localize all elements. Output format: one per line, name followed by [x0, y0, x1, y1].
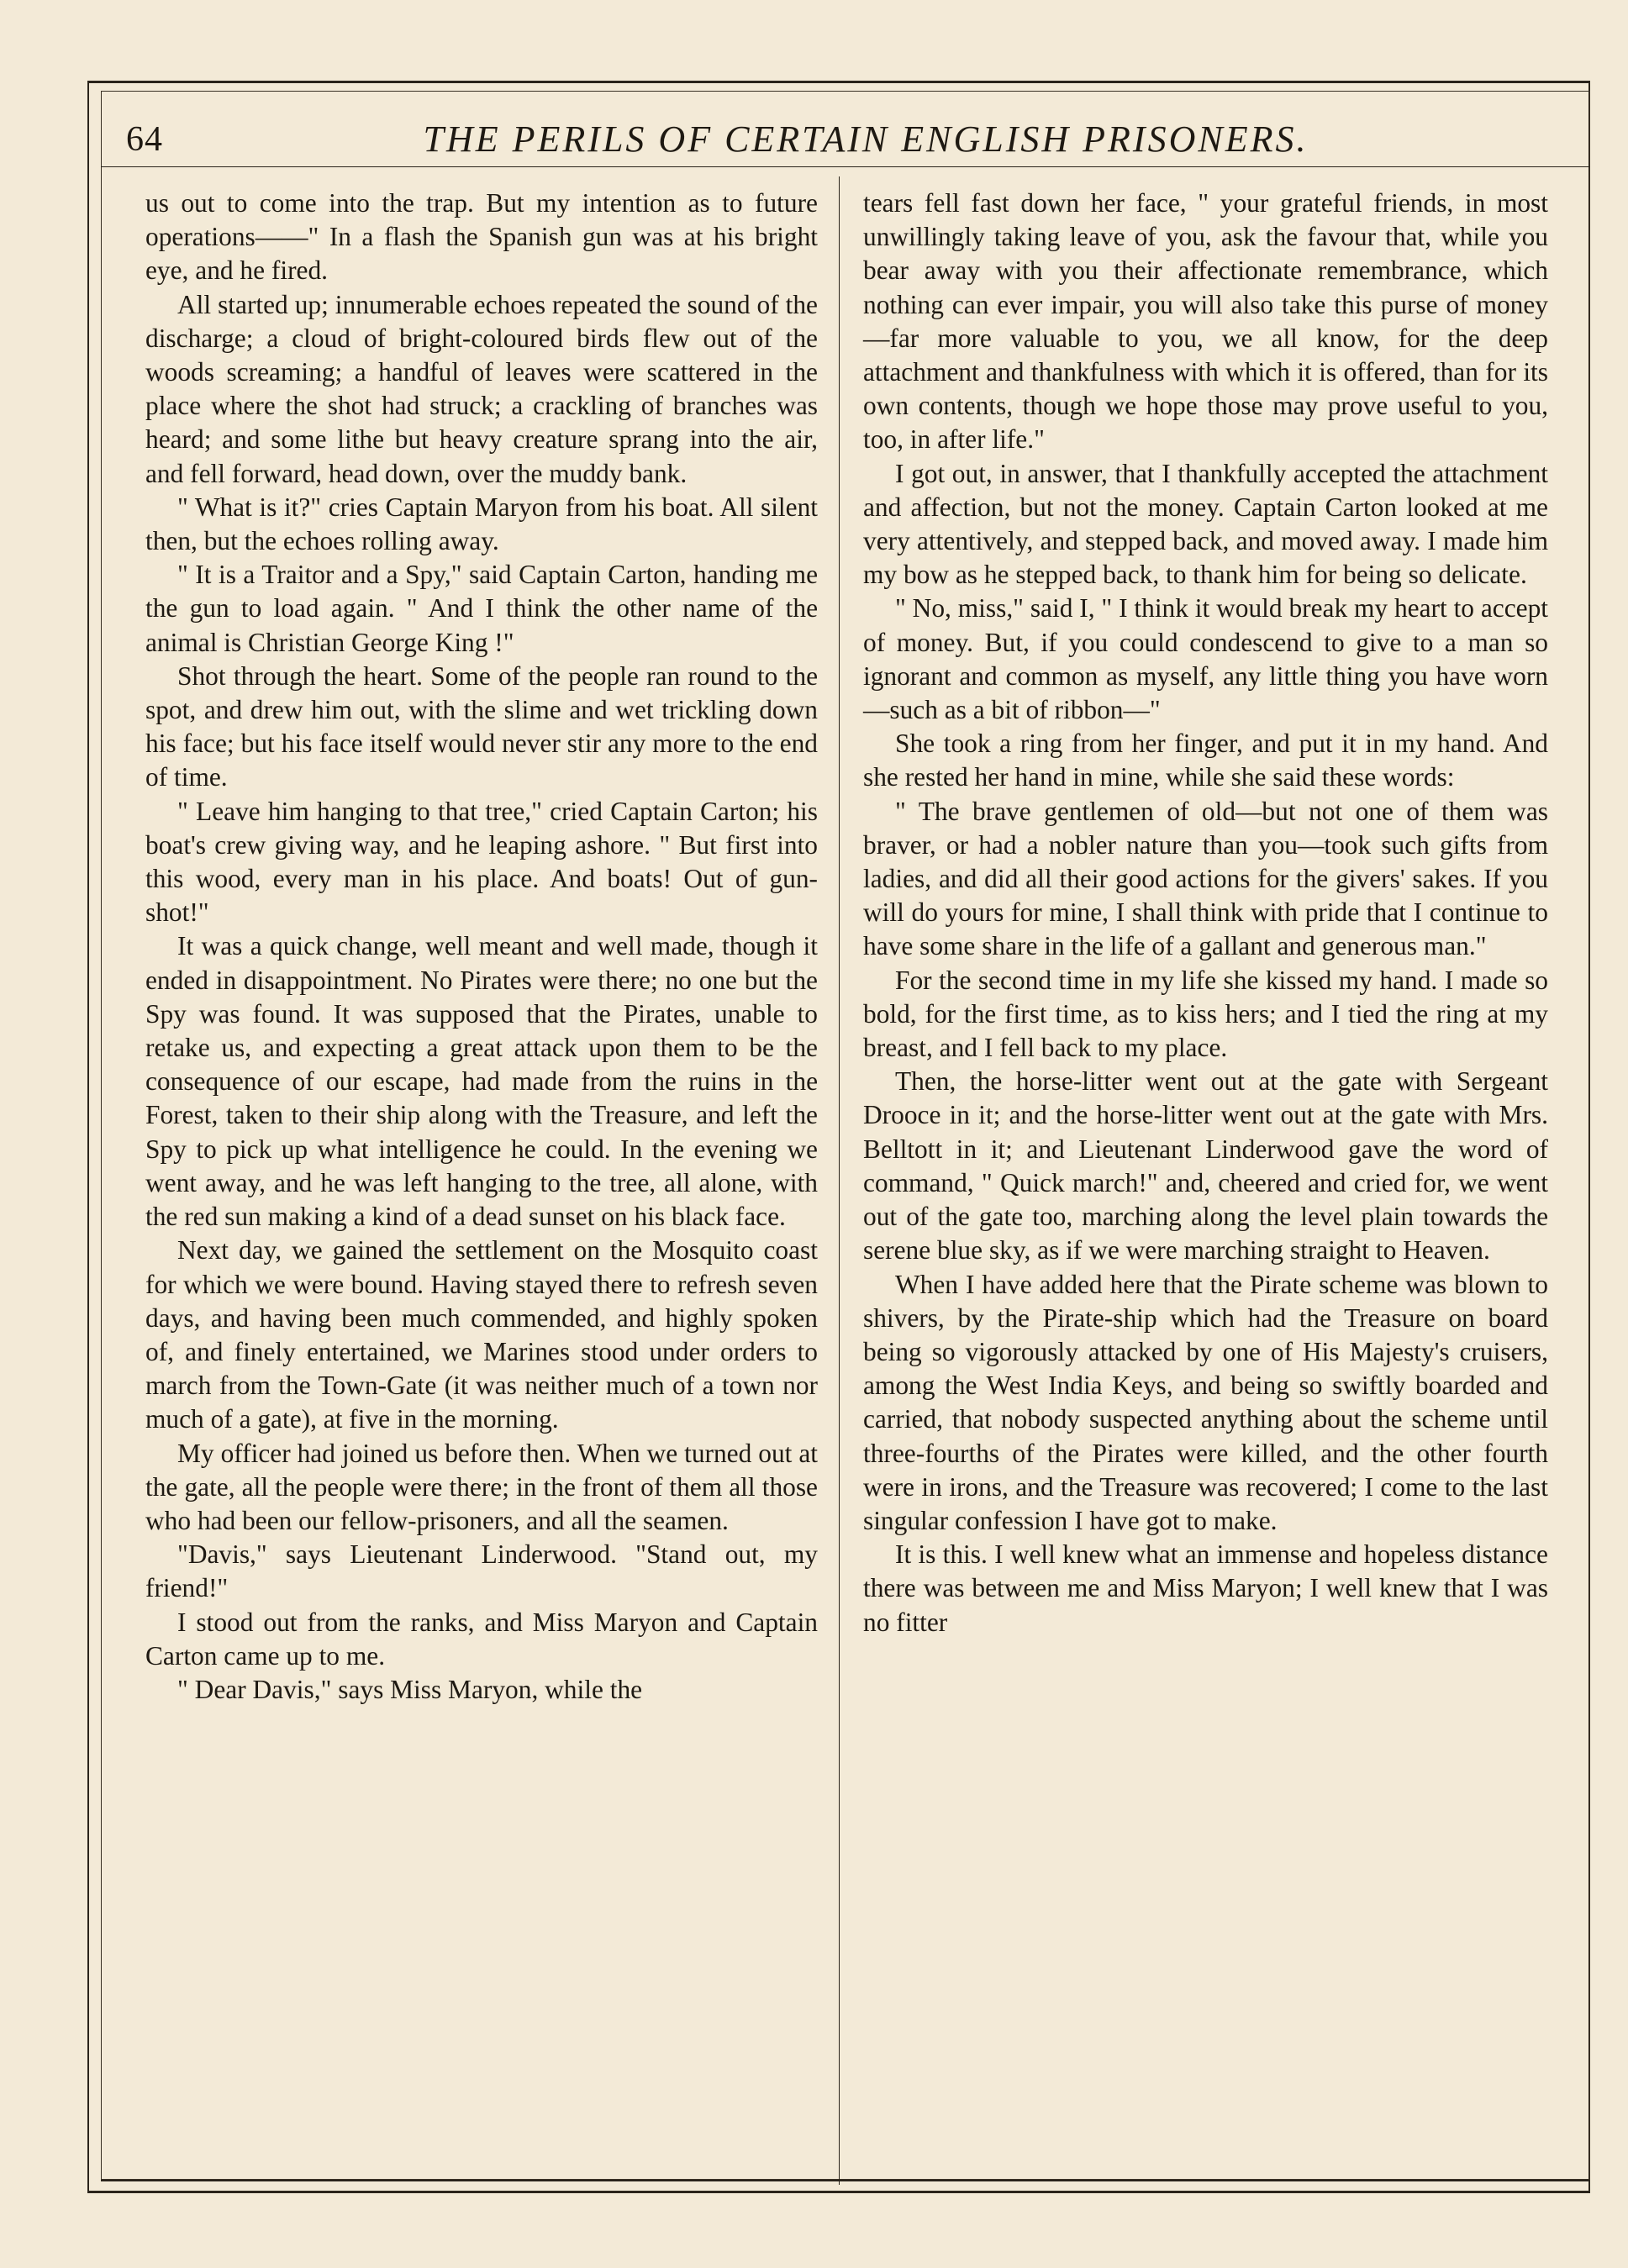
bottom-rule	[101, 2180, 1590, 2181]
paragraph: For the second time in my life she kissed my hand. I made so bold, for the first time, as to kiss hers; and I tied the ring at my breast, and I fell back to my place.	[863, 965, 1548, 1063]
page-number: 64	[126, 120, 163, 159]
paragraph: Shot through the heart. Some of the people ran round to the spot, and drew him out, with the slime and wet trickling down his face; but his face itself would never stir any more to the end of time.	[145, 660, 818, 792]
paragraph: Then, the horse-litter went out at the gate with Sergeant Drooce in it; and the horse-litter went out at the gate with Mrs. Belltott in it; and Lieutenant Linderwood gave the word of command, " Quick march!" and, cheered and cried for, we went out of the gate too, marching along the level plain towards the serene blue sky, as if we were marching straight to Heaven.	[863, 1066, 1548, 1266]
paragraph: "Davis," says Lieutenant Linderwood. "Stand out, my friend!"	[145, 1539, 818, 1603]
header-rule	[101, 166, 1590, 167]
running-title: THE PERILS OF CERTAIN ENGLISH PRISONERS.	[423, 118, 1309, 160]
paragraph: " What is it?" cries Captain Maryon from his boat. All silent then, but the echoes rolling away.	[145, 492, 818, 556]
paragraph: All started up; innumerable echoes repeated the sound of the discharge; a cloud of bright-coloured birds flew out of the woods screaming; a handful of leaves were scattered in the place where the shot had struck; a crackling of branches was heard; and some lithe but heavy creature sprang into the air, and fell forward, head down, over the muddy bank.	[145, 289, 818, 488]
paragraph: It was a quick change, well meant and well made, though it ended in disappointment. No Pirates were there; no one but the Spy was found. It was supposed that the Pirates, unable to retake us, and expecting a great attack upon them to be the consequence of our escape, had made from the ruins in the Forest, taken to their ship along with the Treasure, and left the Spy to pick up what intelligence he could. In the evening we went away, and he was left hanging to the tree, all alone, with the red sun making a kind of a dead sunset on his black face.	[145, 931, 818, 1232]
paragraph: tears fell fast down her face, " your grateful friends, in most unwillingly taking leave of you, ask the favour that, while you bear away with you their affectionate remembrance, which nothing can ever impair, you will also take this purse of money—far more valuable to you, we all know, for the deep attachment and thankfulness with which it is offered, than for its own contents, though we hope those may prove useful to you, too, in after life."	[863, 188, 1548, 455]
paragraph: " It is a Traitor and a Spy," said Captain Carton, handing me the gun to load again. " And I think the other name of the animal is Christian George King !"	[145, 560, 818, 657]
paragraph: When I have added here that the Pirate scheme was blown to shivers, by the Pirate-ship which had the Treasure on board being so vigorously attacked by one of His Majesty's cruisers, among the West India Keys, and being so swiftly boarded and carried, that nobody suspected anything about the scheme until three-fourths of the Pirates were killed, and the other fourth were in irons, and the Treasure was recovered; I come to the last singular confession I have got to make.	[863, 1269, 1548, 1535]
paragraph: Next day, we gained the settlement on the Mosquito coast for which we were bound. Having stayed there to refresh seven days, and having been much commended, and highly spoken of, and finely entertained, we Marines stood under orders to march from the Town-Gate (it was neither much of a town nor much of a gate), at five in the morning.	[145, 1235, 818, 1434]
paragraph: us out to come into the trap. But my intention as to future operations——" In a flash the Spanish gun was at his bright eye, and he fired.	[145, 188, 818, 286]
paragraph: " Dear Davis," says Miss Maryon, while the	[177, 1674, 643, 1704]
paragraph: She took a ring from her finger, and put it in my hand. And she rested her hand in mine, while she said these words:	[863, 729, 1548, 792]
paragraph: " The brave gentlemen of old—but not one of them was braver, or had a nobler nature than you—took such gifts from ladies, and did all their good actions for the givers' sakes. If you will do yours for mine, I shall think with pride that I continue to have some share in the life of a gallant and generous man."	[863, 796, 1548, 961]
right-column	[863, 187, 1548, 1639]
paragraph: I got out, in answer, that I thankfully accepted the attachment and affection, but not the money. Captain Carton looked at me very attentively, and stepped back, and moved away. I made him my bow as he stepped back, to thank him for being so delicate.	[863, 458, 1548, 590]
paragraph: My officer had joined us before then. When we turned out at the gate, all the people were there; in the front of them all those who had been our fellow-prisoners, and all the seamen.	[145, 1438, 818, 1535]
left-column	[145, 187, 818, 1707]
column-divider	[839, 176, 840, 2185]
paragraph: It is this. I well knew what an immense and hopeless distance there was between me and Miss Maryon; I well knew that I was no fitter	[863, 1539, 1548, 1637]
paragraph: " No, miss," said I, " I think it would break my heart to accept of money. But, if you could condescend to give to a man so ignorant and common as myself, any little thing you have worn—such as a bit of ribbon—"	[863, 593, 1548, 725]
paragraph: I stood out from the ranks, and Miss Maryon and Captain Carton came up to me.	[145, 1607, 818, 1671]
paragraph: " Leave him hanging to that tree," cried Captain Carton; his boat's crew giving way, and he leaping ashore. " But first into this wood, every man in his place. And boats! Out of gun-shot!"	[145, 796, 818, 928]
